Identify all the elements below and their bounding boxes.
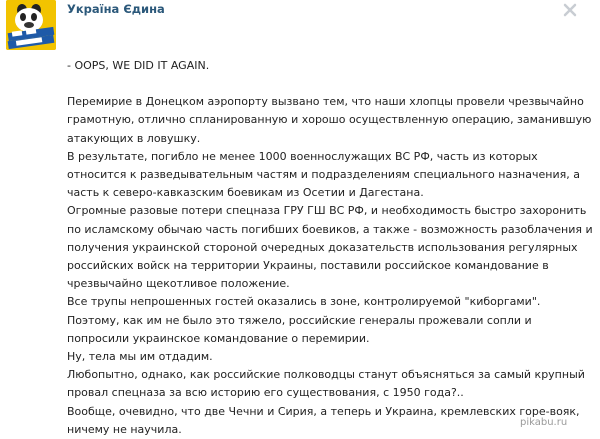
spacer: [67, 75, 597, 93]
post-paragraph: Огромные разовые потери спецназа ГРУ ГШ ВС РФ, и необходимость быстро захоронить по исламскому обычаю часть погибших боевиков, а также - возможность разоблачения и получения украинской стороной очередных доказательств использования регулярных российских войск на территории Украины, поставили российское командование в чрезвычайно щекотливое положение.: [67, 204, 593, 291]
watermark: pikabu.ru: [520, 417, 568, 428]
post-body: [67, 57, 597, 439]
post-paragraph: Вообще, очевидно, что две Чечни и Сирия, а теперь и Украина, кремлевских горе-вояк, ничему не научила.: [67, 404, 580, 436]
avatar[interactable]: [6, 0, 56, 50]
post-title-line: - OOPS, WE DID IT AGAIN.: [67, 59, 210, 72]
ukraine-edina-logo-icon: [6, 0, 56, 50]
post-paragraph: В результате, погибло не менее 1000 военнослужащих ВС РФ, часть из которых относится к разведывательным частям и подразделениям специального назначения, а часть к северо-кавказским боевикам из Осетии и Дагестана.: [67, 149, 580, 200]
close-icon[interactable]: [562, 2, 578, 18]
post-paragraph: Ну, тела мы им отдадим.: [67, 350, 213, 364]
post-paragraph: Перемирие в Донецком аэропорту вызвано тем, что наши хлопцы провели чрезвычайно грамотную, отлично спланированную и хорошо осуществленную операцию, заманившую атакующих в ловушку.: [67, 95, 592, 145]
post-paragraph: Любопытно, однако, как российские полководцы станут объясняться за самый крупный провал спецназа за всю историю его существования, с 1950 года?..: [67, 368, 585, 400]
author-name[interactable]: Україна Єдина: [67, 2, 165, 16]
post-paragraph: Все трупы непрошенных гостей оказались в зоне, контролируемой "киборгами".: [67, 295, 541, 309]
post-paragraph: Поэтому, как им не было это тяжело, российские генералы прожевали сопли и попросили украинское командование о перемирии.: [67, 313, 532, 345]
